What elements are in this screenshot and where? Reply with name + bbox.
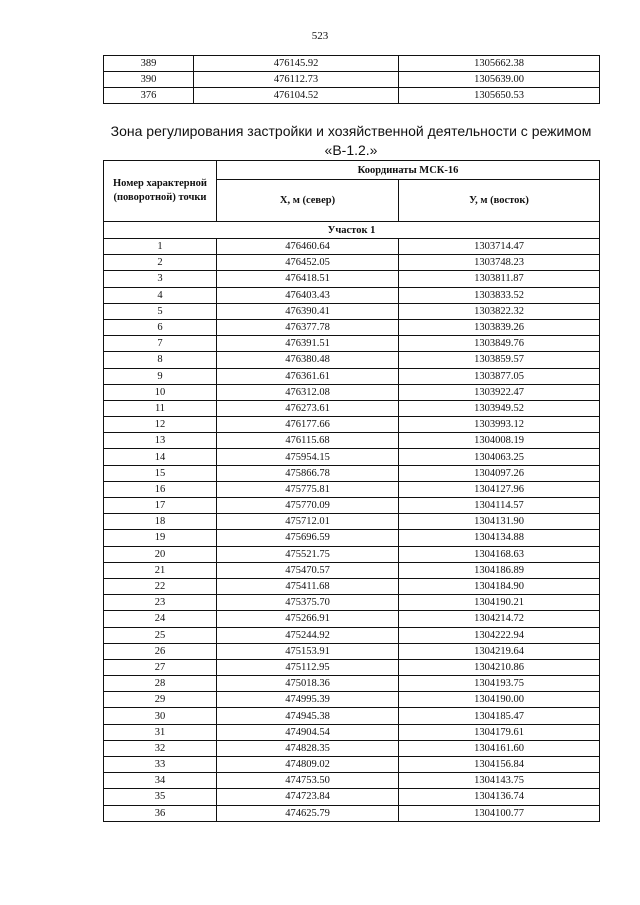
point-number-cell: 33 — [104, 757, 217, 773]
y-coordinate-cell: 1304131.90 — [399, 514, 600, 530]
table-row — [104, 757, 600, 773]
table-row — [104, 319, 600, 335]
point-number-cell: 30 — [104, 708, 217, 724]
y-coordinate-cell: 1304184.90 — [399, 578, 600, 594]
x-coordinate-cell: 475244.92 — [217, 627, 399, 643]
x-coordinate-cell: 474723.84 — [217, 789, 399, 805]
y-coordinate-cell: 1304136.74 — [399, 789, 600, 805]
point-number-cell: 18 — [104, 514, 217, 530]
table-row — [104, 88, 600, 104]
x-coordinate-cell: 476403.43 — [217, 287, 399, 303]
x-coordinate-cell: 476112.73 — [194, 72, 399, 88]
table-row — [104, 546, 600, 562]
y-coordinate-cell: 1303922.47 — [399, 384, 600, 400]
point-number-cell: 16 — [104, 481, 217, 497]
table-row — [104, 611, 600, 627]
x-coordinate-cell: 475153.91 — [217, 643, 399, 659]
x-coordinate-cell: 476380.48 — [217, 352, 399, 368]
point-number-cell: 25 — [104, 627, 217, 643]
y-coordinate-cell: 1305662.38 — [399, 56, 600, 72]
table-row — [104, 481, 600, 497]
y-coordinate-cell: 1304156.84 — [399, 757, 600, 773]
point-number-cell: 376 — [104, 88, 194, 104]
x-coordinate-cell: 476418.51 — [217, 271, 399, 287]
x-coordinate-cell: 475954.15 — [217, 449, 399, 465]
table-row — [104, 789, 600, 805]
x-coordinate-cell: 476391.51 — [217, 336, 399, 352]
point-number-cell: 35 — [104, 789, 217, 805]
x-coordinate-cell: 475411.68 — [217, 578, 399, 594]
x-coordinate-cell: 476390.41 — [217, 303, 399, 319]
point-number-cell: 12 — [104, 417, 217, 433]
x-coordinate-cell: 474828.35 — [217, 740, 399, 756]
x-coordinate-cell: 476312.08 — [217, 384, 399, 400]
y-coordinate-cell: 1303849.76 — [399, 336, 600, 352]
point-number-cell: 27 — [104, 659, 217, 675]
x-coordinate-cell: 475018.36 — [217, 676, 399, 692]
header-x: X, м (север) — [217, 180, 399, 222]
x-coordinate-cell: 474945.38 — [217, 708, 399, 724]
y-coordinate-cell: 1303748.23 — [399, 255, 600, 271]
point-number-cell: 11 — [104, 400, 217, 416]
x-coordinate-cell: 476361.61 — [217, 368, 399, 384]
y-coordinate-cell: 1305639.00 — [399, 72, 600, 88]
table-row — [104, 773, 600, 789]
section-label: Участок 1 — [104, 222, 600, 239]
point-number-cell: 26 — [104, 643, 217, 659]
x-coordinate-cell: 476145.92 — [194, 56, 399, 72]
table-row — [104, 433, 600, 449]
point-number-cell: 6 — [104, 319, 217, 335]
table-row — [104, 336, 600, 352]
y-coordinate-cell: 1303949.52 — [399, 400, 600, 416]
point-number-cell: 29 — [104, 692, 217, 708]
point-number-cell: 31 — [104, 724, 217, 740]
table-row — [104, 724, 600, 740]
x-coordinate-cell: 475770.09 — [217, 498, 399, 514]
point-number-cell: 34 — [104, 773, 217, 789]
point-number-cell: 28 — [104, 676, 217, 692]
x-coordinate-cell: 476460.64 — [217, 239, 399, 255]
y-coordinate-cell: 1303839.26 — [399, 319, 600, 335]
x-coordinate-cell: 475696.59 — [217, 530, 399, 546]
table-row — [104, 417, 600, 433]
table-row — [104, 449, 600, 465]
table-row — [104, 368, 600, 384]
y-coordinate-cell: 1304100.77 — [399, 805, 600, 821]
point-number-cell: 32 — [104, 740, 217, 756]
table-row — [104, 303, 600, 319]
table-row — [104, 352, 600, 368]
table-row — [104, 271, 600, 287]
x-coordinate-cell: 474753.50 — [217, 773, 399, 789]
point-number-cell: 2 — [104, 255, 217, 271]
header-coordinates: Координаты МСК-16 — [217, 161, 600, 180]
y-coordinate-cell: 1304214.72 — [399, 611, 600, 627]
table-row — [104, 595, 600, 611]
x-coordinate-cell: 476177.66 — [217, 417, 399, 433]
point-number-cell: 17 — [104, 498, 217, 514]
point-number-cell: 24 — [104, 611, 217, 627]
table-row — [104, 56, 600, 72]
zone-title: Зона регулирования застройки и хозяйственной деятельности с режимом «В-1.2.» — [110, 123, 592, 158]
y-coordinate-cell: 1305650.53 — [399, 88, 600, 104]
y-coordinate-cell: 1303993.12 — [399, 417, 600, 433]
table-row — [104, 384, 600, 400]
y-coordinate-cell: 1304008.19 — [399, 433, 600, 449]
y-coordinate-cell: 1304190.00 — [399, 692, 600, 708]
y-coordinate-cell: 1304127.96 — [399, 481, 600, 497]
x-coordinate-cell: 475112.95 — [217, 659, 399, 675]
table-row — [104, 239, 600, 255]
point-number-cell: 23 — [104, 595, 217, 611]
point-number-cell: 15 — [104, 465, 217, 481]
x-coordinate-cell: 474904.54 — [217, 724, 399, 740]
table-row — [104, 498, 600, 514]
table-row — [104, 708, 600, 724]
table-row — [104, 740, 600, 756]
y-coordinate-cell: 1303877.05 — [399, 368, 600, 384]
point-number-cell: 14 — [104, 449, 217, 465]
table-row — [104, 562, 600, 578]
x-coordinate-cell: 476115.68 — [217, 433, 399, 449]
point-number-cell: 10 — [104, 384, 217, 400]
y-coordinate-cell: 1304222.94 — [399, 627, 600, 643]
table-row — [104, 514, 600, 530]
point-number-cell: 5 — [104, 303, 217, 319]
coordinates-table — [103, 160, 600, 822]
x-coordinate-cell: 475866.78 — [217, 465, 399, 481]
point-number-cell: 13 — [104, 433, 217, 449]
y-coordinate-cell: 1303714.47 — [399, 239, 600, 255]
x-coordinate-cell: 475375.70 — [217, 595, 399, 611]
y-coordinate-cell: 1304097.26 — [399, 465, 600, 481]
y-coordinate-cell: 1304190.21 — [399, 595, 600, 611]
y-coordinate-cell: 1304161.60 — [399, 740, 600, 756]
x-coordinate-cell: 476104.52 — [194, 88, 399, 104]
y-coordinate-cell: 1303859.57 — [399, 352, 600, 368]
point-number-cell: 389 — [104, 56, 194, 72]
table-row — [104, 287, 600, 303]
table-row — [104, 72, 600, 88]
table-row — [104, 627, 600, 643]
header-point-number: Номер характерной (поворотной) точки — [104, 161, 217, 222]
point-number-cell: 8 — [104, 352, 217, 368]
point-number-cell: 19 — [104, 530, 217, 546]
x-coordinate-cell: 475266.91 — [217, 611, 399, 627]
y-coordinate-cell: 1304063.25 — [399, 449, 600, 465]
continued-coordinates-table — [103, 55, 600, 104]
x-coordinate-cell: 476452.05 — [217, 255, 399, 271]
table-row — [104, 465, 600, 481]
y-coordinate-cell: 1303811.87 — [399, 271, 600, 287]
page-number: 523 — [311, 30, 329, 42]
x-coordinate-cell: 475470.57 — [217, 562, 399, 578]
y-coordinate-cell: 1304114.57 — [399, 498, 600, 514]
table-row — [104, 255, 600, 271]
point-number-cell: 9 — [104, 368, 217, 384]
y-coordinate-cell: 1304219.64 — [399, 643, 600, 659]
table-row — [104, 659, 600, 675]
y-coordinate-cell: 1304193.75 — [399, 676, 600, 692]
point-number-cell: 36 — [104, 805, 217, 821]
point-number-cell: 390 — [104, 72, 194, 88]
y-coordinate-cell: 1303822.32 — [399, 303, 600, 319]
header-y: У, м (восток) — [399, 180, 600, 222]
table-row — [104, 805, 600, 821]
point-number-cell: 3 — [104, 271, 217, 287]
y-coordinate-cell: 1303833.52 — [399, 287, 600, 303]
x-coordinate-cell: 475521.75 — [217, 546, 399, 562]
table-row — [104, 400, 600, 416]
table-row — [104, 692, 600, 708]
y-coordinate-cell: 1304185.47 — [399, 708, 600, 724]
table-row — [104, 643, 600, 659]
table-row — [104, 578, 600, 594]
x-coordinate-cell: 475775.81 — [217, 481, 399, 497]
point-number-cell: 22 — [104, 578, 217, 594]
point-number-cell: 1 — [104, 239, 217, 255]
y-coordinate-cell: 1304186.89 — [399, 562, 600, 578]
y-coordinate-cell: 1304168.63 — [399, 546, 600, 562]
x-coordinate-cell: 474995.39 — [217, 692, 399, 708]
y-coordinate-cell: 1304143.75 — [399, 773, 600, 789]
x-coordinate-cell: 476377.78 — [217, 319, 399, 335]
point-number-cell: 4 — [104, 287, 217, 303]
x-coordinate-cell: 476273.61 — [217, 400, 399, 416]
point-number-cell: 21 — [104, 562, 217, 578]
y-coordinate-cell: 1304210.86 — [399, 659, 600, 675]
point-number-cell: 7 — [104, 336, 217, 352]
y-coordinate-cell: 1304179.61 — [399, 724, 600, 740]
x-coordinate-cell: 474809.02 — [217, 757, 399, 773]
x-coordinate-cell: 474625.79 — [217, 805, 399, 821]
point-number-cell: 20 — [104, 546, 217, 562]
table-row — [104, 530, 600, 546]
table-row — [104, 676, 600, 692]
y-coordinate-cell: 1304134.88 — [399, 530, 600, 546]
x-coordinate-cell: 475712.01 — [217, 514, 399, 530]
